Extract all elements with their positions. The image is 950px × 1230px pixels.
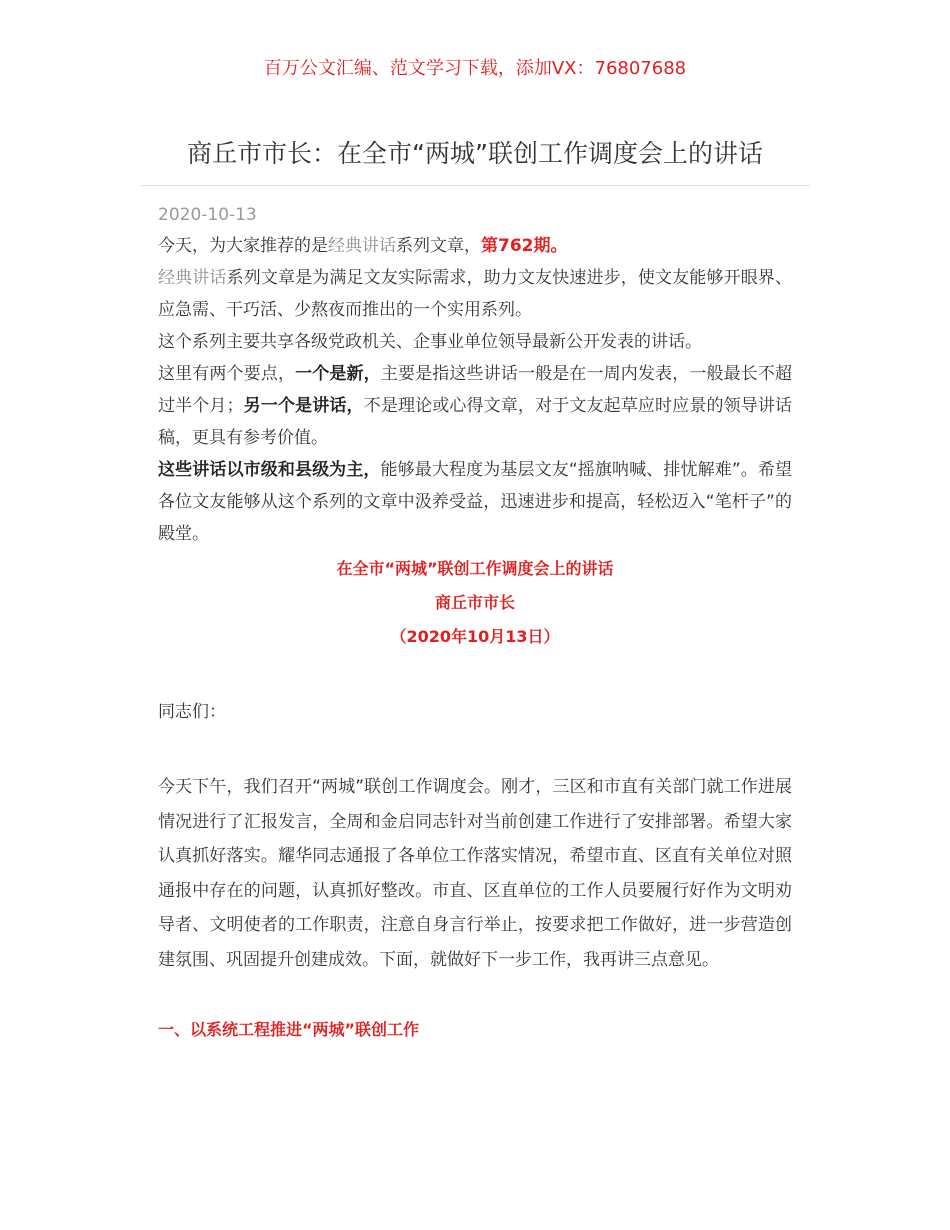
series-name: 经典讲话 (158, 268, 227, 288)
speech-header (158, 552, 792, 654)
intro-emphasis: 这些讲话以市级和县级为主， (158, 460, 381, 480)
section-heading: 一、以系统工程推进“两城”联创工作 (158, 1020, 420, 1039)
title-divider (140, 185, 810, 186)
intro-paragraph-1 (158, 230, 792, 262)
speech-speaker: 商丘市市长 (434, 593, 515, 612)
intro-text: 主要是指这些讲话一般是在一周内发表，一般最长不超过半个月； (158, 364, 793, 416)
intro-paragraph-5 (158, 454, 792, 550)
intro-text: 不是理论或心得文章，对于文友起草应时应景的领导讲话稿，更具有参考价值。 (158, 396, 793, 448)
intro-text: 能够最大程度为基层文友“摇旗呐喊、排忧解难”。希望各位文友能够从这个系列的文章中汲养受益，迅速进步和提高，轻松迈入“笔杆子”的殿堂。 (158, 460, 792, 544)
speech-date: （2020年10月13日） (390, 627, 560, 646)
intro-text: 系列文章， (396, 236, 481, 256)
speech-title: 在全市“两城”联创工作调度会上的讲话 (336, 559, 614, 578)
series-name: 经典讲话 (328, 236, 396, 256)
key-point-new: 一个是新， (295, 364, 381, 384)
speech-paragraph: 今天下午，我们召开“两城”联创工作调度会。刚才，三区和市直有关部门就工作进展情况进行了汇报发言，全周和金启同志针对当前创建工作进行了安排部署。希望大家认真抓好落实。耀华同志通报了各单位工作落实情况，希望市直、区直有关单位对照通报中存在的问题，认真抓好整改。市直、区直单位的工作人员要履行好作为文明劝导者、文明使者的工作职责，注意自身言行举止，按要求把工作做好，进一步营造创建氛围、巩固提升创建成效。下面，就做好下一步工作，我再讲三点意见。 (158, 777, 792, 970)
intro-paragraph-3: 这个系列主要共享各级党政机关、企事业单位领导最新公开发表的讲话。 (158, 332, 702, 352)
intro-text: 这里有两个要点， (158, 364, 296, 384)
intro-text: 系列文章是为满足文友实际需求，助力文友快速进步，使文友能够开眼界、应急需、干巧活、少熬夜而推出的一个实用系列。 (158, 268, 793, 320)
key-point-speech: 另一个是讲话， (243, 396, 364, 416)
intro-paragraph-4 (158, 358, 792, 454)
speech-greeting: 同志们： (158, 702, 226, 722)
intro-text: 今天，为大家推荐的是 (158, 236, 328, 256)
publish-date: 2020-10-13 (158, 205, 257, 225)
intro-paragraph-2 (158, 262, 792, 326)
promo-banner: 百万公文汇编、范文学习下载，添加VX：76807688 (263, 58, 687, 79)
issue-number: 第762期。 (481, 236, 568, 256)
article-title: 商丘市市长：在全市“两城”联创工作调度会上的讲话 (187, 139, 763, 168)
article-body (158, 200, 792, 1045)
